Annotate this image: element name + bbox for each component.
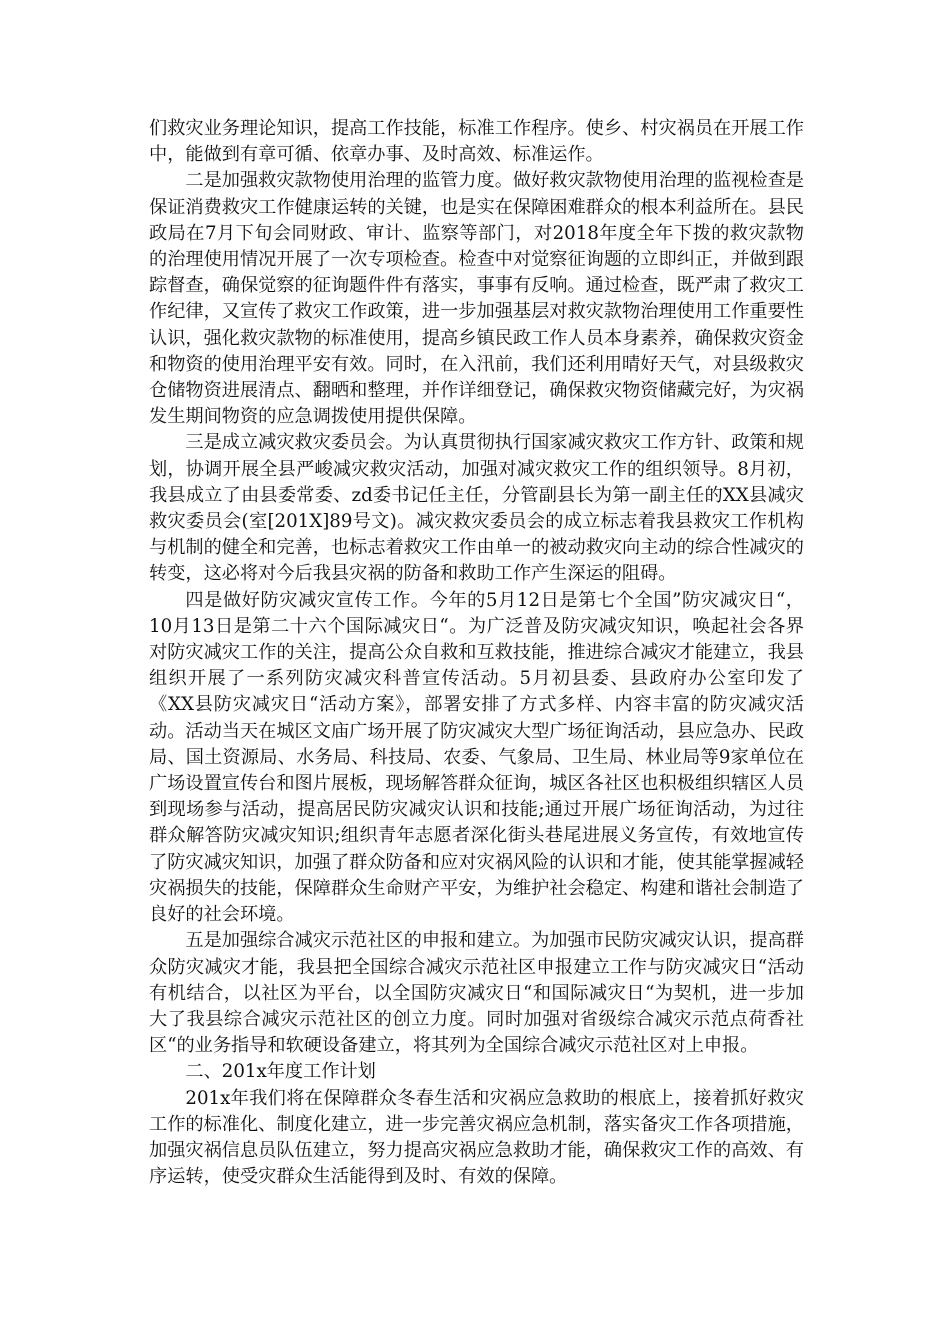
section-heading-work-plan: 二、201x年度工作计划 bbox=[185, 1061, 376, 1083]
paragraph-publicity: 四是做好防灾减灾宣传工作。今年的5月12日是第七个全国”防灾减灾日“，10月13日是第二十六个国际减灾日“。为广泛普及防灾减灾知识，唤起社会各界对防灾减灾工作的关注，提高公众自救和互救技能，推进综合减灾才能建立，我县组织开展了一系列防灾减灾科普宣传活动。5月初县委、县政府办公室印发了《XX县防灾减灾日“活动方案》，部署安排了方式多样、内容丰富的防灾减灾活动。活动当天在城区文庙广场开展了防灾减灾大型广场征询活动，县应急办、民政局、国土资源局、水务局、科技局、农委、气象局、卫生局、林业局等9家单位在广场设置宣传台和图片展板，现场解答群众征询，城区各社区也积极组织辖区人员到现场参与活动，提高居民防灾减灾认识和技能;通过开展广场征询活动，为过往群众解答防灾减灾知识;组织青年志愿者深化街头巷尾进展义务宣传，有效地宣传了防灾减灾知识，加强了群众防备和应对灾祸风险的认识和才能，使其能掌握减轻灾祸损失的技能，保障群众生命财产平安，为维护社会稳定、构建和谐社会制造了良好的社会环境。 bbox=[149, 589, 804, 926]
paragraph-supervision: 二是加强救灾款物使用治理的监管力度。做好救灾款物使用治理的监视检查是保证消费救灾工作健康运转的关键，也是实在保障困难群众的根本利益所在。县民政局在7月下旬会同财政、审计、监察等部门，对2018年度全年下拨的救灾款物的治理使用情况开展了一次专项检查。检查中对觉察征询题的立即纠正，并做到跟踪督查，确保觉察的征询题件件有落实，事事有反响。通过检查，既严肃了救灾工作纪律，又宣传了救灾工作政策，进一步加强基层对救灾款物治理使用工作重要性认识，强化救灾款物的标准使用，提高乡镇民政工作人员本身素养，确保救灾资金和物资的使用治理平安有效。同时，在入汛前，我们还利用晴好天气，对县级救灾仓储物资进展清点、翻晒和整理，并作详细登记，确保救灾物资储藏完好，为灾祸发生期间物资的应急调拨使用提供保障。 bbox=[149, 170, 804, 428]
paragraph-continuation: 们救灾业务理论知识，提高工作技能，标准工作程序。使乡、村灾祸员在开展工作中，能做到有章可循、依章办事、及时高效、标准运作。 bbox=[149, 118, 804, 166]
paragraph-plan: 201x年我们将在保障群众冬春生活和灾祸应急救助的根底上，接着抓好救灾工作的标准化、制度化建立，进一步完善灾祸应急机制，落实备灾工作各项措施，加强灾祸信息员队伍建立，努力提高灾祸应急救助才能，确保救灾工作的高效、有序运转，使受灾群众生活能得到及时、有效的保障。 bbox=[149, 1087, 804, 1188]
document-body bbox=[149, 116, 804, 1190]
paragraph-committee: 三是成立减灾救灾委员会。为认真贯彻执行国家减灾救灾工作方针、政策和规划，协调开展全县严峻减灾救灾活动，加强对减灾救灾工作的组织领导。8月初，我县成立了由县委常委、zd委书记任主任，分管副县长为第一副主任的XX县减灾救灾委员会(室[201X]89号文)。减灾救灾委员会的成立标志着我县救灾工作机构与机制的健全和完善，也标志着救灾工作由单一的被动救灾向主动的综合性减灾的转变，这必将对今后我县灾祸的防备和救助工作产生深运的阻碍。 bbox=[149, 432, 804, 585]
paragraph-demo-community: 五是加强综合减灾示范社区的申报和建立。为加强市民防灾减灾认识，提高群众防灾减灾才能，我县把全国综合减灾示范社区申报建立工作与防灾减灾日“活动有机结合，以社区为平台，以全国防灾减灾日“和国际减灾日“为契机，进一步加大了我县综合减灾示范社区的创立力度。同时加强对省级综合减灾示范点荷香社区“的业务指导和软硬设备建立，将其列为全国综合减灾示范社区对上申报。 bbox=[149, 930, 804, 1057]
